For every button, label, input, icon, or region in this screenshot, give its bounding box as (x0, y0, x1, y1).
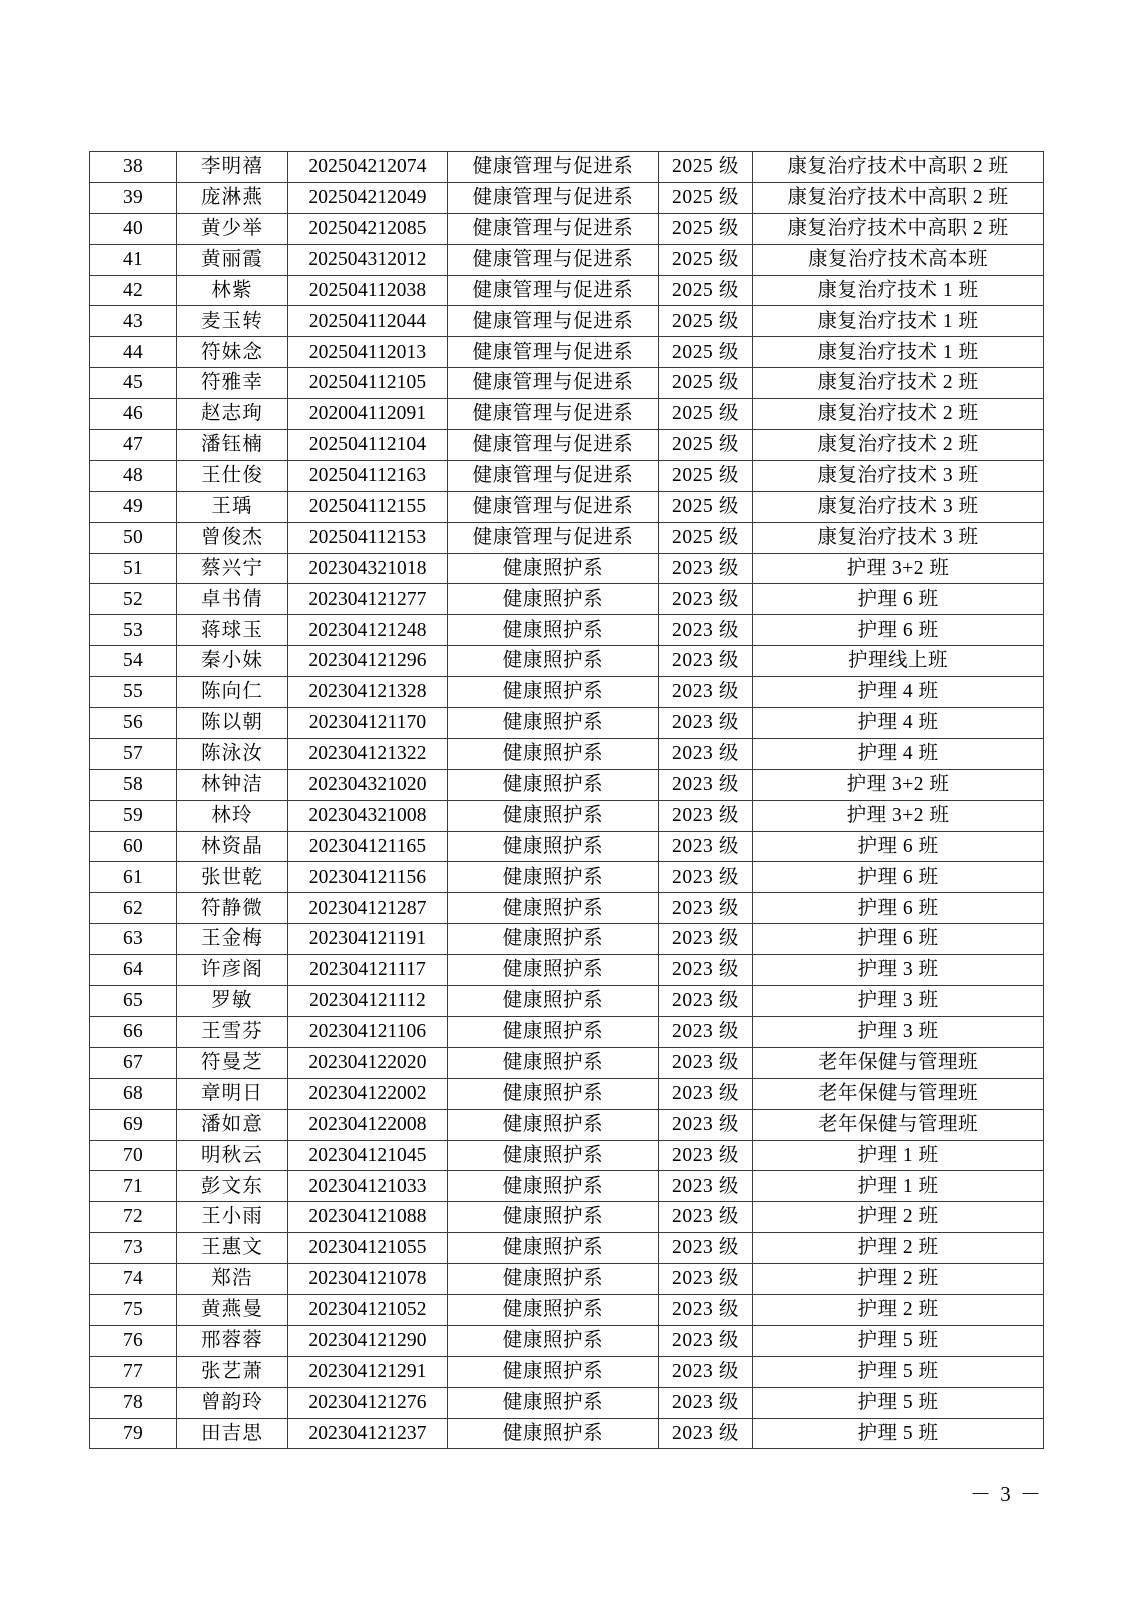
cell-class: 护理 6 班 (753, 893, 1044, 924)
cell-class: 康复治疗技术高本班 (753, 244, 1044, 275)
cell-name: 曾俊杰 (177, 522, 288, 553)
cell-student-id: 202304321008 (288, 800, 448, 831)
cell-department: 健康管理与促进系 (448, 275, 659, 306)
table-row (90, 769, 1044, 800)
cell-index: 40 (90, 213, 177, 244)
cell-department: 健康管理与促进系 (448, 430, 659, 461)
cell-name: 田吉思 (177, 1418, 288, 1449)
cell-student-id: 202304121106 (288, 1016, 448, 1047)
cell-department: 健康照护系 (448, 1171, 659, 1202)
cell-department: 健康照护系 (448, 1109, 659, 1140)
table-row (90, 1325, 1044, 1356)
cell-grade: 2023 级 (659, 708, 753, 739)
table-row (90, 244, 1044, 275)
cell-class: 护理 5 班 (753, 1325, 1044, 1356)
cell-grade: 2023 级 (659, 1294, 753, 1325)
table-row (90, 708, 1044, 739)
cell-class: 护理 2 班 (753, 1233, 1044, 1264)
cell-index: 53 (90, 615, 177, 646)
cell-class: 护理 3+2 班 (753, 769, 1044, 800)
cell-index: 78 (90, 1387, 177, 1418)
cell-student-id: 202504112013 (288, 337, 448, 368)
cell-name: 符妹念 (177, 337, 288, 368)
cell-grade: 2023 级 (659, 1016, 753, 1047)
cell-class: 康复治疗技术 1 班 (753, 337, 1044, 368)
cell-class: 护理 4 班 (753, 738, 1044, 769)
cell-class: 护理 2 班 (753, 1264, 1044, 1295)
table-row (90, 1202, 1044, 1233)
cell-index: 58 (90, 769, 177, 800)
cell-student-id: 202504312012 (288, 244, 448, 275)
cell-grade: 2023 级 (659, 1264, 753, 1295)
cell-class: 老年保健与管理班 (753, 1078, 1044, 1109)
cell-grade: 2023 级 (659, 924, 753, 955)
cell-grade: 2025 级 (659, 430, 753, 461)
table-row (90, 213, 1044, 244)
table-row (90, 182, 1044, 213)
cell-grade: 2023 级 (659, 615, 753, 646)
table-row (90, 1171, 1044, 1202)
cell-department: 健康照护系 (448, 862, 659, 893)
cell-class: 康复治疗技术中高职 2 班 (753, 213, 1044, 244)
cell-class: 康复治疗技术 3 班 (753, 522, 1044, 553)
cell-name: 王金梅 (177, 924, 288, 955)
cell-index: 54 (90, 646, 177, 677)
cell-class: 老年保健与管理班 (753, 1109, 1044, 1140)
cell-class: 护理 3+2 班 (753, 800, 1044, 831)
cell-student-id: 202004112091 (288, 399, 448, 430)
table-row (90, 1047, 1044, 1078)
cell-class: 护理 5 班 (753, 1418, 1044, 1449)
cell-department: 健康照护系 (448, 708, 659, 739)
cell-grade: 2023 级 (659, 800, 753, 831)
cell-grade: 2023 级 (659, 1418, 753, 1449)
cell-name: 王小雨 (177, 1202, 288, 1233)
table-body (90, 152, 1044, 1449)
cell-name: 潘如意 (177, 1109, 288, 1140)
cell-name: 明秋云 (177, 1140, 288, 1171)
cell-grade: 2025 级 (659, 275, 753, 306)
cell-department: 健康照护系 (448, 1264, 659, 1295)
student-roster-table (89, 151, 1044, 1449)
cell-name: 蒋球玉 (177, 615, 288, 646)
cell-student-id: 202304121322 (288, 738, 448, 769)
cell-class: 康复治疗技术 1 班 (753, 275, 1044, 306)
table-row (90, 986, 1044, 1017)
table-row (90, 738, 1044, 769)
cell-student-id: 202504112038 (288, 275, 448, 306)
cell-department: 健康管理与促进系 (448, 152, 659, 183)
cell-index: 74 (90, 1264, 177, 1295)
table-row (90, 677, 1044, 708)
cell-index: 60 (90, 831, 177, 862)
cell-name: 王瑀 (177, 491, 288, 522)
table-row (90, 646, 1044, 677)
table-row (90, 399, 1044, 430)
cell-student-id: 202304121248 (288, 615, 448, 646)
cell-index: 42 (90, 275, 177, 306)
cell-department: 健康照护系 (448, 769, 659, 800)
cell-grade: 2023 级 (659, 1325, 753, 1356)
table-row (90, 615, 1044, 646)
cell-department: 健康管理与促进系 (448, 244, 659, 275)
cell-student-id: 202504212049 (288, 182, 448, 213)
cell-grade: 2023 级 (659, 1140, 753, 1171)
cell-grade: 2025 级 (659, 368, 753, 399)
cell-name: 曾韵玲 (177, 1387, 288, 1418)
cell-name: 赵志珣 (177, 399, 288, 430)
cell-class: 护理 1 班 (753, 1171, 1044, 1202)
cell-department: 健康管理与促进系 (448, 522, 659, 553)
cell-department: 健康照护系 (448, 893, 659, 924)
cell-index: 66 (90, 1016, 177, 1047)
cell-student-id: 202504112104 (288, 430, 448, 461)
cell-name: 林钟洁 (177, 769, 288, 800)
cell-index: 75 (90, 1294, 177, 1325)
cell-student-id: 202304121117 (288, 955, 448, 986)
table-row (90, 337, 1044, 368)
cell-class: 护理 6 班 (753, 862, 1044, 893)
cell-class: 护理 3 班 (753, 986, 1044, 1017)
cell-name: 黄燕曼 (177, 1294, 288, 1325)
cell-student-id: 202504112155 (288, 491, 448, 522)
cell-student-id: 202304121328 (288, 677, 448, 708)
cell-class: 康复治疗技术 1 班 (753, 306, 1044, 337)
cell-class: 护理 4 班 (753, 708, 1044, 739)
cell-department: 健康照护系 (448, 553, 659, 584)
cell-grade: 2023 级 (659, 1109, 753, 1140)
cell-student-id: 202304121290 (288, 1325, 448, 1356)
cell-name: 林资晶 (177, 831, 288, 862)
cell-index: 39 (90, 182, 177, 213)
cell-index: 67 (90, 1047, 177, 1078)
cell-department: 健康照护系 (448, 831, 659, 862)
cell-student-id: 202504212085 (288, 213, 448, 244)
cell-class: 护理 3 班 (753, 955, 1044, 986)
cell-department: 健康照护系 (448, 1294, 659, 1325)
cell-name: 邢蓉蓉 (177, 1325, 288, 1356)
cell-index: 63 (90, 924, 177, 955)
table-row (90, 460, 1044, 491)
cell-student-id: 202504112163 (288, 460, 448, 491)
cell-index: 43 (90, 306, 177, 337)
cell-student-id: 202304121237 (288, 1418, 448, 1449)
cell-index: 72 (90, 1202, 177, 1233)
cell-index: 61 (90, 862, 177, 893)
table-row (90, 1294, 1044, 1325)
cell-student-id: 202304121112 (288, 986, 448, 1017)
cell-student-id: 202504112153 (288, 522, 448, 553)
cell-name: 王仕俊 (177, 460, 288, 491)
cell-department: 健康管理与促进系 (448, 368, 659, 399)
cell-department: 健康照护系 (448, 1078, 659, 1109)
cell-department: 健康照护系 (448, 1387, 659, 1418)
cell-grade: 2023 级 (659, 769, 753, 800)
cell-name: 张艺萧 (177, 1356, 288, 1387)
table-row (90, 924, 1044, 955)
cell-student-id: 202504112044 (288, 306, 448, 337)
cell-class: 康复治疗技术 3 班 (753, 491, 1044, 522)
cell-student-id: 202504212074 (288, 152, 448, 183)
cell-name: 潘钰楠 (177, 430, 288, 461)
cell-student-id: 202304121055 (288, 1233, 448, 1264)
cell-grade: 2023 级 (659, 1202, 753, 1233)
cell-name: 黄丽霞 (177, 244, 288, 275)
cell-index: 49 (90, 491, 177, 522)
cell-name: 符曼芝 (177, 1047, 288, 1078)
cell-class: 护理 4 班 (753, 677, 1044, 708)
cell-department: 健康管理与促进系 (448, 399, 659, 430)
cell-name: 麦玉转 (177, 306, 288, 337)
cell-student-id: 202304121296 (288, 646, 448, 677)
cell-student-id: 202304121170 (288, 708, 448, 739)
table-row (90, 430, 1044, 461)
cell-class: 护理 5 班 (753, 1356, 1044, 1387)
cell-class: 护理 3 班 (753, 1016, 1044, 1047)
cell-department: 健康照护系 (448, 1233, 659, 1264)
cell-grade: 2023 级 (659, 831, 753, 862)
cell-class: 护理 2 班 (753, 1202, 1044, 1233)
cell-department: 健康照护系 (448, 738, 659, 769)
cell-index: 73 (90, 1233, 177, 1264)
cell-index: 56 (90, 708, 177, 739)
table-row (90, 491, 1044, 522)
cell-student-id: 202304121287 (288, 893, 448, 924)
cell-name: 符静微 (177, 893, 288, 924)
cell-name: 张世乾 (177, 862, 288, 893)
cell-grade: 2025 级 (659, 152, 753, 183)
table-row (90, 955, 1044, 986)
cell-index: 57 (90, 738, 177, 769)
cell-department: 健康照护系 (448, 1202, 659, 1233)
cell-name: 罗敏 (177, 986, 288, 1017)
table-row (90, 1233, 1044, 1264)
cell-index: 77 (90, 1356, 177, 1387)
cell-grade: 2023 级 (659, 1171, 753, 1202)
cell-index: 45 (90, 368, 177, 399)
cell-index: 70 (90, 1140, 177, 1171)
cell-grade: 2025 级 (659, 337, 753, 368)
cell-grade: 2023 级 (659, 646, 753, 677)
cell-grade: 2025 级 (659, 244, 753, 275)
cell-department: 健康照护系 (448, 955, 659, 986)
cell-class: 护理 6 班 (753, 584, 1044, 615)
cell-name: 黄少举 (177, 213, 288, 244)
cell-student-id: 202304121276 (288, 1387, 448, 1418)
cell-name: 卓书倩 (177, 584, 288, 615)
cell-index: 44 (90, 337, 177, 368)
cell-index: 41 (90, 244, 177, 275)
cell-class: 护理 6 班 (753, 615, 1044, 646)
cell-index: 55 (90, 677, 177, 708)
cell-student-id: 202304321018 (288, 553, 448, 584)
cell-department: 健康照护系 (448, 1325, 659, 1356)
cell-class: 护理 6 班 (753, 831, 1044, 862)
cell-department: 健康照护系 (448, 800, 659, 831)
cell-student-id: 202304121088 (288, 1202, 448, 1233)
cell-department: 健康照护系 (448, 1016, 659, 1047)
cell-name: 蔡兴宁 (177, 553, 288, 584)
cell-class: 康复治疗技术 2 班 (753, 399, 1044, 430)
cell-department: 健康照护系 (448, 1047, 659, 1078)
cell-grade: 2025 级 (659, 213, 753, 244)
cell-grade: 2025 级 (659, 491, 753, 522)
cell-student-id: 202304121191 (288, 924, 448, 955)
cell-class: 护理 6 班 (753, 924, 1044, 955)
table-row (90, 275, 1044, 306)
table-row (90, 1109, 1044, 1140)
cell-grade: 2023 级 (659, 986, 753, 1017)
cell-grade: 2023 级 (659, 1233, 753, 1264)
cell-class: 老年保健与管理班 (753, 1047, 1044, 1078)
cell-class: 护理 3+2 班 (753, 553, 1044, 584)
cell-student-id: 202304122020 (288, 1047, 448, 1078)
cell-grade: 2025 级 (659, 522, 753, 553)
cell-class: 护理 1 班 (753, 1140, 1044, 1171)
cell-index: 76 (90, 1325, 177, 1356)
cell-index: 64 (90, 955, 177, 986)
table-row (90, 1016, 1044, 1047)
cell-index: 46 (90, 399, 177, 430)
table-row (90, 306, 1044, 337)
cell-name: 秦小妹 (177, 646, 288, 677)
cell-class: 护理线上班 (753, 646, 1044, 677)
table-row (90, 1418, 1044, 1449)
cell-student-id: 202304122002 (288, 1078, 448, 1109)
cell-name: 陈向仁 (177, 677, 288, 708)
cell-grade: 2023 级 (659, 862, 753, 893)
table-row (90, 1387, 1044, 1418)
cell-student-id: 202504112105 (288, 368, 448, 399)
cell-grade: 2023 级 (659, 553, 753, 584)
cell-index: 51 (90, 553, 177, 584)
cell-department: 健康管理与促进系 (448, 460, 659, 491)
cell-index: 68 (90, 1078, 177, 1109)
cell-department: 健康管理与促进系 (448, 337, 659, 368)
cell-class: 康复治疗技术 3 班 (753, 460, 1044, 491)
cell-grade: 2025 级 (659, 306, 753, 337)
cell-class: 康复治疗技术 2 班 (753, 368, 1044, 399)
cell-name: 陈以朝 (177, 708, 288, 739)
cell-department: 健康管理与促进系 (448, 213, 659, 244)
cell-class: 护理 2 班 (753, 1294, 1044, 1325)
cell-student-id: 202304121052 (288, 1294, 448, 1325)
cell-department: 健康照护系 (448, 1140, 659, 1171)
cell-name: 李明禧 (177, 152, 288, 183)
table-row (90, 831, 1044, 862)
cell-class: 康复治疗技术中高职 2 班 (753, 152, 1044, 183)
cell-class: 护理 5 班 (753, 1387, 1044, 1418)
cell-student-id: 202304121156 (288, 862, 448, 893)
cell-index: 71 (90, 1171, 177, 1202)
table-row (90, 1140, 1044, 1171)
cell-grade: 2023 级 (659, 1356, 753, 1387)
cell-department: 健康管理与促进系 (448, 306, 659, 337)
cell-name: 庞淋燕 (177, 182, 288, 213)
cell-name: 林紫 (177, 275, 288, 306)
cell-index: 79 (90, 1418, 177, 1449)
cell-grade: 2023 级 (659, 584, 753, 615)
cell-name: 郑浩 (177, 1264, 288, 1295)
cell-index: 59 (90, 800, 177, 831)
table-row (90, 1078, 1044, 1109)
cell-index: 47 (90, 430, 177, 461)
cell-index: 52 (90, 584, 177, 615)
cell-name: 林玲 (177, 800, 288, 831)
table-row (90, 152, 1044, 183)
cell-grade: 2023 级 (659, 1047, 753, 1078)
table-row (90, 553, 1044, 584)
cell-department: 健康照护系 (448, 1418, 659, 1449)
cell-department: 健康照护系 (448, 986, 659, 1017)
cell-grade: 2025 级 (659, 182, 753, 213)
cell-grade: 2025 级 (659, 460, 753, 491)
cell-index: 69 (90, 1109, 177, 1140)
table-row (90, 522, 1044, 553)
cell-student-id: 202304121277 (288, 584, 448, 615)
cell-department: 健康照护系 (448, 677, 659, 708)
table-row (90, 1264, 1044, 1295)
cell-name: 许彦阁 (177, 955, 288, 986)
cell-student-id: 202304121291 (288, 1356, 448, 1387)
cell-student-id: 202304321020 (288, 769, 448, 800)
cell-department: 健康照护系 (448, 646, 659, 677)
cell-class: 康复治疗技术 2 班 (753, 430, 1044, 461)
cell-name: 彭文东 (177, 1171, 288, 1202)
cell-student-id: 202304121165 (288, 831, 448, 862)
cell-department: 健康照护系 (448, 584, 659, 615)
table-row (90, 893, 1044, 924)
cell-name: 章明日 (177, 1078, 288, 1109)
cell-grade: 2025 级 (659, 399, 753, 430)
cell-student-id: 202304122008 (288, 1109, 448, 1140)
cell-index: 48 (90, 460, 177, 491)
cell-index: 65 (90, 986, 177, 1017)
table-row (90, 584, 1044, 615)
cell-grade: 2023 级 (659, 1387, 753, 1418)
cell-index: 38 (90, 152, 177, 183)
cell-name: 陈泳汝 (177, 738, 288, 769)
cell-department: 健康照护系 (448, 1356, 659, 1387)
cell-name: 王雪芬 (177, 1016, 288, 1047)
cell-grade: 2023 级 (659, 738, 753, 769)
cell-index: 50 (90, 522, 177, 553)
cell-student-id: 202304121078 (288, 1264, 448, 1295)
cell-name: 王惠文 (177, 1233, 288, 1264)
page-number: － 3 － (970, 1482, 1043, 1506)
cell-department: 健康照护系 (448, 924, 659, 955)
cell-student-id: 202304121033 (288, 1171, 448, 1202)
cell-grade: 2023 级 (659, 893, 753, 924)
table-row (90, 368, 1044, 399)
cell-name: 符雅幸 (177, 368, 288, 399)
table-row (90, 800, 1044, 831)
cell-grade: 2023 级 (659, 677, 753, 708)
cell-class: 康复治疗技术中高职 2 班 (753, 182, 1044, 213)
table-row (90, 862, 1044, 893)
cell-index: 62 (90, 893, 177, 924)
cell-department: 健康管理与促进系 (448, 491, 659, 522)
cell-student-id: 202304121045 (288, 1140, 448, 1171)
cell-department: 健康照护系 (448, 615, 659, 646)
cell-grade: 2023 级 (659, 1078, 753, 1109)
cell-department: 健康管理与促进系 (448, 182, 659, 213)
table-row (90, 1356, 1044, 1387)
cell-grade: 2023 级 (659, 955, 753, 986)
